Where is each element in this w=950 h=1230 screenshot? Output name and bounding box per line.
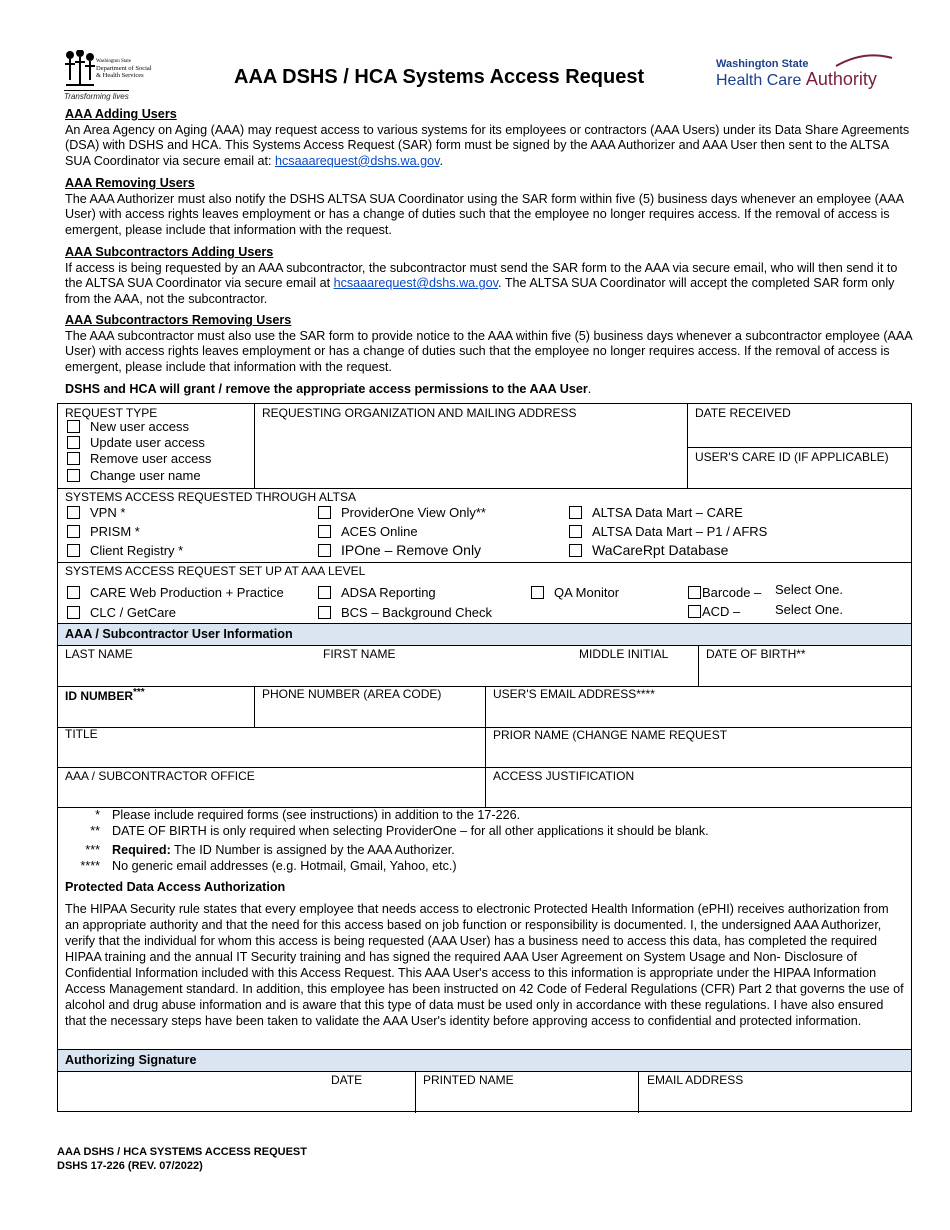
section-heading: AAA Removing Users (65, 176, 195, 190)
section-heading: AAA Adding Users (65, 107, 177, 121)
hca-logo-name: Health Care Authority (716, 69, 877, 89)
request-type-label: REQUEST TYPE (65, 406, 158, 420)
checkbox-care-web[interactable]: CARE Web Production + Practice (67, 585, 284, 600)
checkbox-ipone[interactable]: IPOne – Remove Only (318, 542, 481, 558)
barcode-select[interactable]: Select One. (775, 582, 843, 597)
pda-heading: Protected Data Access Authorization (65, 880, 286, 894)
checkbox-qa-monitor[interactable]: QA Monitor (531, 585, 619, 600)
dshs-logo-text: Washington State Department of Social & Health Services (96, 59, 152, 79)
signature-band: Authorizing Signature (58, 1050, 911, 1071)
last-name-label: LAST NAME (65, 647, 133, 661)
checkbox-wacarerpt[interactable]: WaCareRpt Database (569, 542, 728, 558)
section-heading: AAA Subcontractors Adding Users (65, 245, 274, 259)
checkbox-change-name[interactable]: Change user name (67, 468, 201, 483)
footer-form-number: DSHS 17-226 (REV. 07/2022) (57, 1160, 203, 1172)
first-name-label: FIRST NAME (323, 647, 396, 661)
intro-sub-adding-users (65, 245, 913, 307)
dshs-tagline: Transforming lives (64, 92, 129, 101)
pda-text: The HIPAA Security rule states that every employee that needs access to electronic Protected Health Information (ePHI) receives authorization from an appropriate authority and that the need for this access based on job function or responsibility is documented. I, the undersigned AAA Authorizer, verify that the individual for whom this access is being requested (AAA User) has a business need to access this data, has completed the required HIPAA training and the annual IT Security training and has signed the required AAA User Agreement on System Usage and Non- Disclosure of Confidential Information included with this Access Request. This AAA User's access to this information is appropriate under the HIPAA Information Access Management standard. In addition, this employee has been instructed on 42 Code of Federal Regulations (CFR) Part 2 that governs the use of alcohol and drug abuse information and is aware that this type of data must be used only in accordance with these regulations. I have also ensured that the necessary steps have been taken to validate the AAA User's identity before approving access to confidential and protected information. (65, 902, 904, 1028)
checkbox-new-user[interactable]: New user access (67, 419, 189, 434)
checkbox-clc-getcare[interactable]: CLC / GetCare (67, 605, 176, 620)
section-heading: AAA Subcontractors Removing Users (65, 313, 292, 327)
secure-email-link[interactable]: hcsaaarequest@dshs.wa.gov (275, 153, 440, 168)
altsa-systems-label: SYSTEMS ACCESS REQUESTED THROUGH ALTSA (65, 490, 356, 504)
checkbox-bcs[interactable]: BCS – Background Check (318, 605, 492, 620)
checkbox-adsa-reporting[interactable]: ADSA Reporting (318, 585, 436, 600)
checkbox-client-registry[interactable]: Client Registry * (67, 543, 183, 558)
checkbox-remove-user[interactable]: Remove user access (67, 451, 211, 466)
checkbox-aces-online[interactable]: ACES Online (318, 524, 418, 539)
org-address-field[interactable] (255, 422, 687, 488)
email-label: USER'S EMAIL ADDRESS**** (493, 687, 655, 701)
checkbox-providerone[interactable]: ProviderOne View Only** (318, 505, 486, 520)
intro-adding-users (65, 107, 913, 169)
dob-label: DATE OF BIRTH** (706, 647, 806, 661)
prior-name-label: PRIOR NAME (CHANGE NAME REQUEST (493, 728, 728, 742)
page-footer (57, 1145, 307, 1173)
section-text: If access is being requested by an AAA subcontractor, the subcontractor must send the SAR form to the AAA via secure email, who will then send it to the ALTSA SUA Coordinator via secure email at hcsaaarequest@dshs.wa.gov. The ALTSA SUA Coordinator will accept the completed SAR form only from the AAA, not the subcontractor. (65, 260, 898, 306)
printed-name-label: PRINTED NAME (423, 1073, 514, 1087)
grant-statement: DSHS and HCA will grant / remove the appropriate access permissions to the AAA User. (65, 382, 592, 396)
dshs-figures-icon (64, 50, 96, 88)
title-label: TITLE (65, 727, 98, 741)
date-received-label: DATE RECEIVED (695, 406, 791, 420)
footer-form-title: AAA DSHS / HCA SYSTEMS ACCESS REQUEST (57, 1146, 307, 1158)
checkbox-data-mart-care[interactable]: ALTSA Data Mart – CARE (569, 505, 743, 520)
footnote: * Please include required forms (see instructions) in addition to the 17-226. (95, 808, 521, 822)
hca-swoosh-icon (834, 54, 894, 68)
user-info-band: AAA / Subcontractor User Information (58, 624, 911, 645)
checkbox-prism[interactable]: PRISM * (67, 524, 140, 539)
section-text: The AAA Authorizer must also notify the DSHS ALTSA SUA Coordinator using the SAR form within five (5) business days whenever an employee (AAA User) with access rights leaves employment or has a change of duties such that the employee no longer requires access. If the removal of access is emergent, please include that information with the request. (65, 191, 904, 237)
office-label: AAA / SUBCONTRACTOR OFFICE (65, 769, 255, 783)
checkbox-acd[interactable]: ACD – (688, 604, 740, 619)
middle-initial-label: MIDDLE INITIAL (579, 647, 669, 661)
checkbox-data-mart-p1[interactable]: ALTSA Data Mart – P1 / AFRS (569, 524, 767, 539)
hca-logo-state: Washington State (716, 58, 809, 70)
sig-date-label: DATE (331, 1073, 363, 1087)
footnote: *** Required: The ID Number is assigned by the AAA Authorizer. (85, 843, 455, 857)
dshs-logo (62, 48, 158, 102)
org-address-label: REQUESTING ORGANIZATION AND MAILING ADDRESS (262, 406, 577, 420)
page-title: AAA DSHS / HCA Systems Access Request (234, 66, 645, 88)
aaa-systems-label: SYSTEMS ACCESS REQUEST SET UP AT AAA LEVEL (65, 564, 366, 578)
footnote: **** No generic email addresses (e.g. Hotmail, Gmail, Yahoo, etc.) (80, 859, 457, 873)
checkbox-update-user[interactable]: Update user access (67, 435, 205, 450)
care-id-label: USER'S CARE ID (IF APPLICABLE) (695, 450, 889, 464)
intro-removing-users (65, 176, 913, 238)
section-text: An Area Agency on Aging (AAA) may request access to various systems for its employees or contractors (AAA Users) under its Data Share Agreements (DSA) with DSHS and HCA. This Systems Access Request (SAR) form must be signed by the AAA Authorizer and AAA User then sent to the ALTSA SUA Coordinator via secure email at: hcsaaarequest@dshs.wa.gov. (65, 122, 910, 168)
acd-select[interactable]: Select One. (775, 602, 843, 617)
checkbox-vpn[interactable]: VPN * (67, 505, 125, 520)
hca-logo (716, 58, 877, 90)
phone-label: PHONE NUMBER (AREA CODE) (262, 687, 442, 701)
checkbox-barcode[interactable]: Barcode – (688, 585, 761, 600)
access-request-form (57, 403, 912, 1112)
sig-email-label: EMAIL ADDRESS (647, 1073, 744, 1087)
secure-email-link[interactable]: hcsaaarequest@dshs.wa.gov (333, 276, 499, 291)
footnote: ** DATE OF BIRTH is only required when selecting ProviderOne – for all other applications it should be blank. (90, 824, 709, 838)
intro-sub-removing-users (65, 313, 913, 375)
section-text: The AAA subcontractor must also use the SAR form to provide notice to the AAA within five (5) business days whenever a subcontractor employee (AAA User) with access rights leaves employment or has a change of duties such that the employee no longer requires access. If the removal of access is emergent, please include that information with the request. (65, 328, 913, 374)
justification-label: ACCESS JUSTIFICATION (493, 769, 635, 783)
id-number-label: ID NUMBER*** (65, 687, 145, 703)
